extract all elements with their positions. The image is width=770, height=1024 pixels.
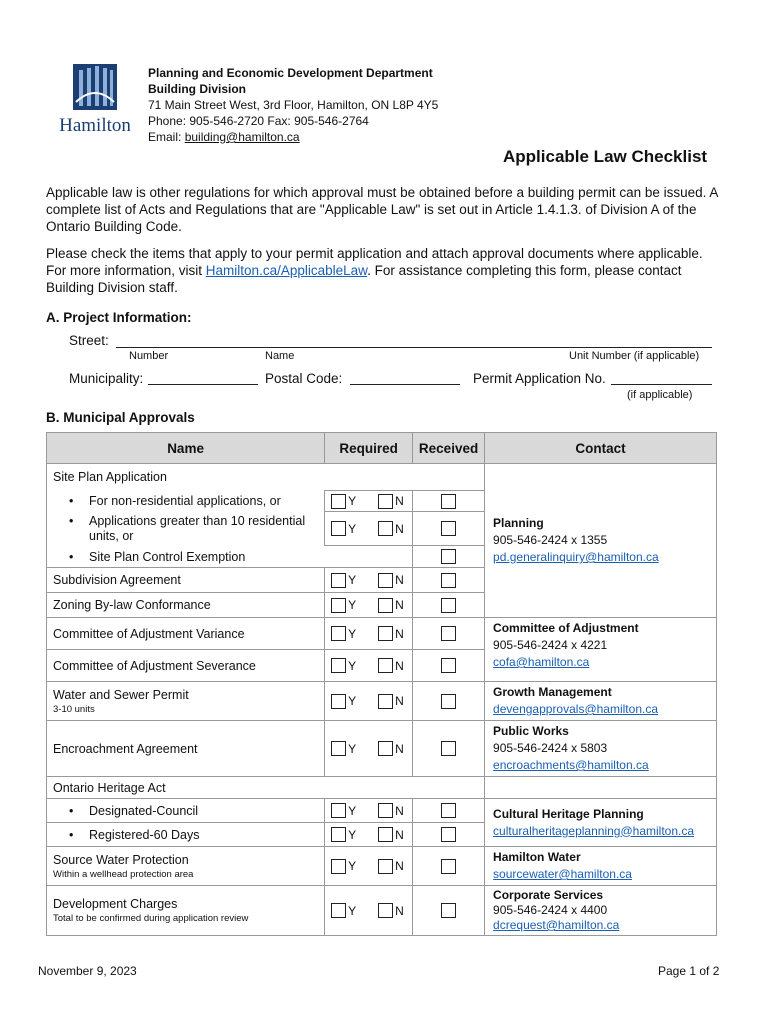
street-label: Street: [69, 333, 109, 348]
received-cell [413, 593, 485, 618]
required-cell [325, 618, 413, 650]
yes-label: Y [348, 827, 357, 842]
contact-name: Cultural Heritage Planning [493, 806, 644, 821]
municipal-approvals-table [46, 432, 717, 936]
contact-phone: 905-546-2424 x 4221 [493, 638, 608, 652]
bullet-item [47, 823, 325, 847]
required-cell [325, 491, 413, 512]
no-checkbox[interactable] [378, 859, 393, 874]
postal-code-label: Postal Code: [265, 371, 343, 386]
contact-name: Public Works [493, 724, 569, 738]
received-checkbox[interactable] [441, 658, 456, 673]
bullet-item [47, 512, 325, 546]
name-header: Name [47, 433, 325, 464]
instructions-text-end: . For assistance completing this form, please contact Building Division staff. [46, 263, 682, 295]
division-name: Building Division [148, 82, 246, 96]
dev-charges-cell [47, 886, 325, 936]
no-checkbox[interactable] [378, 903, 393, 918]
received-checkbox[interactable] [441, 549, 456, 564]
contact-phone: 905-546-2424 x 4400 [493, 903, 608, 917]
dev-charges-note: Total to be confirmed during application review [53, 913, 249, 924]
received-checkbox[interactable] [441, 598, 456, 613]
no-checkbox[interactable] [378, 803, 393, 818]
table-row [47, 777, 717, 799]
hamilton-logo [52, 62, 138, 138]
yes-checkbox[interactable] [331, 658, 346, 673]
required-cell [325, 799, 413, 823]
contact-header: Contact [485, 433, 717, 464]
contact-email[interactable]: pd.generalinquiry@hamilton.ca [493, 550, 659, 564]
yes-checkbox[interactable] [331, 903, 346, 918]
contact-name: Hamilton Water [493, 850, 581, 864]
contact-email[interactable]: culturalheritageplanning@hamilton.ca [493, 823, 695, 838]
address: 71 Main Street West, 3rd Floor, Hamilton, ON L8P 4Y5 [148, 98, 439, 112]
yes-label: Y [348, 694, 357, 708]
permit-caption: (if applicable) [627, 389, 693, 401]
encroachment-label: Encroachment Agreement [47, 721, 325, 777]
table-row [47, 464, 717, 491]
received-header: Received [413, 433, 485, 464]
received-checkbox[interactable] [441, 903, 456, 918]
footer-date: November 9, 2023 [38, 964, 137, 978]
table-row [47, 721, 717, 777]
table-row [47, 799, 717, 823]
contact-email[interactable]: dcrequest@hamilton.ca [493, 918, 620, 932]
required-cell [325, 721, 413, 777]
yes-label: Y [348, 741, 357, 756]
yes-checkbox[interactable] [331, 598, 346, 613]
yes-label: Y [348, 803, 357, 818]
no-checkbox[interactable] [378, 521, 393, 536]
footer-page-number: Page 1 of 2 [658, 964, 720, 978]
item-label: Designated-Council [89, 803, 199, 818]
water-sewer-note: 3-10 units [53, 703, 95, 715]
no-label: N [395, 859, 404, 873]
instructions-text: Please check the items that apply to your permit application and attach approval documents where applicable. For more information, visit [46, 246, 703, 278]
phone-fax: Phone: 905-546-2720 Fax: 905-546-2764 [148, 114, 369, 128]
no-label: N [395, 694, 404, 708]
bullet: • [69, 549, 74, 564]
received-checkbox[interactable] [441, 626, 456, 641]
received-checkbox[interactable] [441, 803, 456, 818]
no-checkbox[interactable] [378, 827, 393, 842]
required-cell [325, 823, 413, 847]
name-caption: Name [265, 350, 295, 362]
received-checkbox[interactable] [441, 859, 456, 874]
received-checkbox[interactable] [441, 573, 456, 588]
no-label: N [395, 494, 404, 508]
no-checkbox[interactable] [378, 626, 393, 641]
item-label: Applications greater than 10 residential units, or [89, 513, 306, 543]
contact-phone: 905-546-2424 x 1355 [493, 533, 608, 547]
growth-contact [485, 682, 717, 721]
coa-severance-label: Committee of Adjustment Severance [47, 650, 325, 682]
logo-wordmark: Hamilton [59, 115, 131, 136]
required-cell [325, 650, 413, 682]
item-label: Registered-60 Days [89, 827, 200, 842]
water-sewer-label: Water and Sewer Permit [53, 687, 189, 702]
water-sewer-cell [47, 682, 325, 721]
department-header [148, 65, 438, 145]
empty-contact-cell [485, 777, 717, 799]
table-row [47, 682, 717, 721]
yes-label: Y [348, 626, 357, 641]
contact-name: Planning [493, 516, 544, 530]
table-row [47, 886, 717, 936]
received-cell [413, 568, 485, 593]
yes-checkbox[interactable] [331, 494, 346, 509]
source-water-cell [47, 847, 325, 886]
required-cell [325, 568, 413, 593]
received-cell [413, 618, 485, 650]
dev-charges-label: Development Charges [53, 897, 178, 911]
received-checkbox[interactable] [441, 741, 456, 756]
received-cell [413, 682, 485, 721]
site-plan-label: Site Plan Application [47, 464, 485, 491]
no-label: N [395, 741, 404, 756]
no-checkbox[interactable] [378, 573, 393, 588]
required-cell [325, 512, 413, 546]
city-logo-icon [52, 62, 138, 112]
received-checkbox[interactable] [441, 827, 456, 842]
required-header: Required [325, 433, 413, 464]
received-cell [413, 650, 485, 682]
yes-label: Y [348, 903, 357, 918]
contact-phone: 905-546-2424 x 5803 [493, 741, 608, 755]
yes-label: Y [348, 521, 357, 536]
yes-checkbox[interactable] [331, 803, 346, 818]
email-line [148, 129, 438, 145]
yes-label: Y [348, 573, 357, 587]
required-cell [325, 886, 413, 936]
unit-caption: Unit Number (if applicable) [569, 350, 700, 362]
table-row [47, 847, 717, 886]
bullet: • [69, 513, 74, 528]
received-cell [413, 847, 485, 886]
item-label: Site Plan Control Exemption [89, 549, 246, 564]
required-cell [325, 682, 413, 721]
contact-email[interactable]: sourcewater@hamilton.ca [493, 867, 632, 881]
no-label: N [395, 626, 404, 641]
page-title: Applicable Law Checklist [503, 147, 708, 166]
no-checkbox[interactable] [378, 598, 393, 613]
bullet: • [69, 827, 74, 842]
yes-label: Y [348, 598, 357, 612]
received-cell [413, 823, 485, 847]
no-label: N [395, 903, 404, 918]
planning-contact [485, 464, 717, 618]
received-cell [413, 721, 485, 777]
contact-email[interactable]: cofa@hamilton.ca [493, 655, 590, 669]
yes-label: Y [348, 494, 357, 508]
section-b-title: B. Municipal Approvals [46, 410, 195, 425]
no-label: N [395, 598, 404, 612]
table-row [47, 618, 717, 650]
received-checkbox[interactable] [441, 694, 456, 709]
no-label: N [395, 573, 404, 587]
permit-number-input[interactable] [611, 384, 712, 385]
yes-checkbox[interactable] [331, 521, 346, 536]
contact-email[interactable]: encroachments@hamilton.ca [493, 758, 649, 772]
no-checkbox[interactable] [378, 741, 393, 756]
email-link[interactable]: building@hamilton.ca [184, 130, 300, 144]
heritage-label: Ontario Heritage Act [47, 777, 485, 799]
no-checkbox[interactable] [378, 694, 393, 709]
permit-number-label: Permit Application No. [473, 371, 606, 386]
street-input[interactable] [116, 347, 712, 348]
number-caption: Number [129, 350, 169, 362]
yes-checkbox[interactable] [331, 573, 346, 588]
department-name: Planning and Economic Development Department [148, 66, 433, 80]
zoning-label: Zoning By-law Conformance [47, 593, 325, 618]
municipality-input[interactable] [148, 384, 258, 385]
intro-paragraph: Applicable law is other regulations for which approval must be obtained before a building permit can be issued. A complete list of Acts and Regulations that are "Applicable Law" is set out in Article 1.4.1.3. of Division A of the Ontario Building Code. [46, 185, 718, 234]
yes-checkbox[interactable] [331, 827, 346, 842]
section-a-title: A. Project Information: [46, 310, 192, 325]
contact-name: Growth Management [493, 685, 612, 699]
yes-checkbox[interactable] [331, 741, 346, 756]
instructions-paragraph [46, 245, 726, 296]
received-cell [413, 512, 485, 546]
received-checkbox[interactable] [441, 494, 456, 509]
bullet-item [47, 546, 413, 568]
public-works-contact [485, 721, 717, 777]
heritage-contact [485, 799, 717, 847]
applicable-law-link[interactable]: Hamilton.ca/ApplicableLaw [205, 263, 368, 278]
no-label: N [395, 803, 404, 818]
source-water-note: Within a wellhead protection area [53, 868, 194, 880]
yes-label: Y [348, 658, 357, 673]
required-cell [325, 593, 413, 618]
received-cell [413, 546, 485, 568]
municipality-label: Municipality: [69, 371, 144, 386]
yes-label: Y [348, 859, 357, 873]
bullet-item [47, 491, 325, 512]
bullet: • [69, 494, 74, 508]
hamilton-water-contact [485, 847, 717, 886]
coa-variance-label: Committee of Adjustment Variance [47, 618, 325, 650]
contact-name: Committee of Adjustment [493, 621, 639, 635]
no-label: N [395, 521, 404, 536]
contact-email[interactable]: devengapprovals@hamilton.ca [493, 702, 658, 716]
contact-name: Corporate Services [493, 888, 604, 902]
no-checkbox[interactable] [378, 658, 393, 673]
no-label: N [395, 658, 404, 673]
yes-checkbox[interactable] [331, 694, 346, 709]
received-cell [413, 886, 485, 936]
email-label: Email: [148, 130, 185, 144]
no-checkbox[interactable] [378, 494, 393, 509]
received-checkbox[interactable] [441, 521, 456, 536]
postal-code-input[interactable] [350, 384, 460, 385]
required-cell [325, 847, 413, 886]
item-label: For non-residential applications, or [89, 494, 281, 508]
no-label: N [395, 827, 404, 842]
table-header-row [47, 433, 717, 464]
coa-contact [485, 618, 717, 682]
received-cell [413, 491, 485, 512]
received-cell [413, 799, 485, 823]
yes-checkbox[interactable] [331, 859, 346, 874]
yes-checkbox[interactable] [331, 626, 346, 641]
source-water-label: Source Water Protection [53, 852, 189, 867]
bullet: • [69, 803, 74, 818]
bullet-item [47, 799, 325, 823]
subdivision-label: Subdivision Agreement [47, 568, 325, 593]
corporate-services-contact [485, 886, 717, 936]
